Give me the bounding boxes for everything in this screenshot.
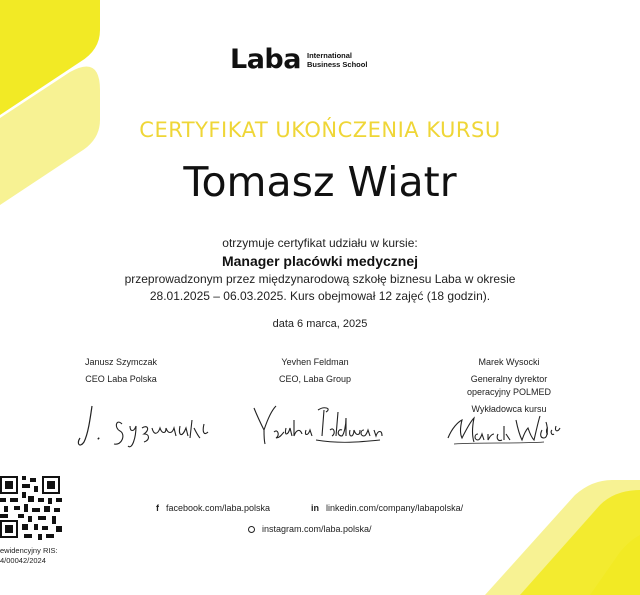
registry-number [0,546,58,566]
facebook-url: facebook.com/laba.polska [166,503,271,513]
qr-code-icon [0,474,64,542]
linkedin-link[interactable] [311,503,463,513]
instagram-link[interactable] [248,524,372,534]
signatory-3 [424,356,594,416]
signatory-role: CEO Laba Polska [85,374,157,384]
signatory-role: Generalny dyrektor [470,374,548,384]
laba-logo [230,44,367,75]
registry-value: 4/00042/2024 [0,556,46,565]
signatory-1 [36,356,206,386]
detail-line-1: przeprowadzonym przez międzynarodową szkołę biznesu Laba w okresie [124,272,516,286]
logo-subtitle [307,51,367,69]
recipient-name: Tomasz Wiatr [183,158,457,206]
signature-2-image [250,400,390,450]
signatory-role: Wykładowca kursu [471,404,547,414]
facebook-icon: f [156,503,159,513]
signatory-name: Janusz Szymczak [84,357,158,367]
intro-text: otrzymuje certyfikat udziału w kursie: [222,236,418,250]
signatory-2 [230,356,400,386]
logo-subtitle-line2: Business School [306,59,368,69]
signature-3-image [444,408,564,458]
signatory-role: CEO, Laba Group [278,374,352,384]
linkedin-icon: in [311,503,319,513]
course-name: Manager placówki medycznej [221,253,419,269]
logo-mark: Laba [230,44,301,75]
certificate-body [0,235,640,305]
facebook-link[interactable] [156,503,270,513]
signatory-role: operacyjny POLMED [466,387,552,397]
signatory-name: Yevhen Feldman [281,357,349,367]
instagram-url: instagram.com/laba.polska/ [262,524,372,534]
instagram-icon [248,526,255,533]
certificate-title: CERTYFIKAT UKOŃCZENIA KURSU [139,118,501,142]
detail-line-2: 28.01.2025 – 06.03.2025. Kurs obejmował 12 zajęć (18 godzin). [149,289,491,303]
linkedin-url: linkedin.com/company/labapolska/ [326,503,464,513]
logo-subtitle-line1: International [306,50,352,60]
registry-label: ewidencyjny RIS: [0,546,58,555]
issue-date: data 6 marca, 2025 [272,318,368,330]
signatory-name: Marek Wysocki [478,357,540,367]
signature-1-image [70,398,220,454]
